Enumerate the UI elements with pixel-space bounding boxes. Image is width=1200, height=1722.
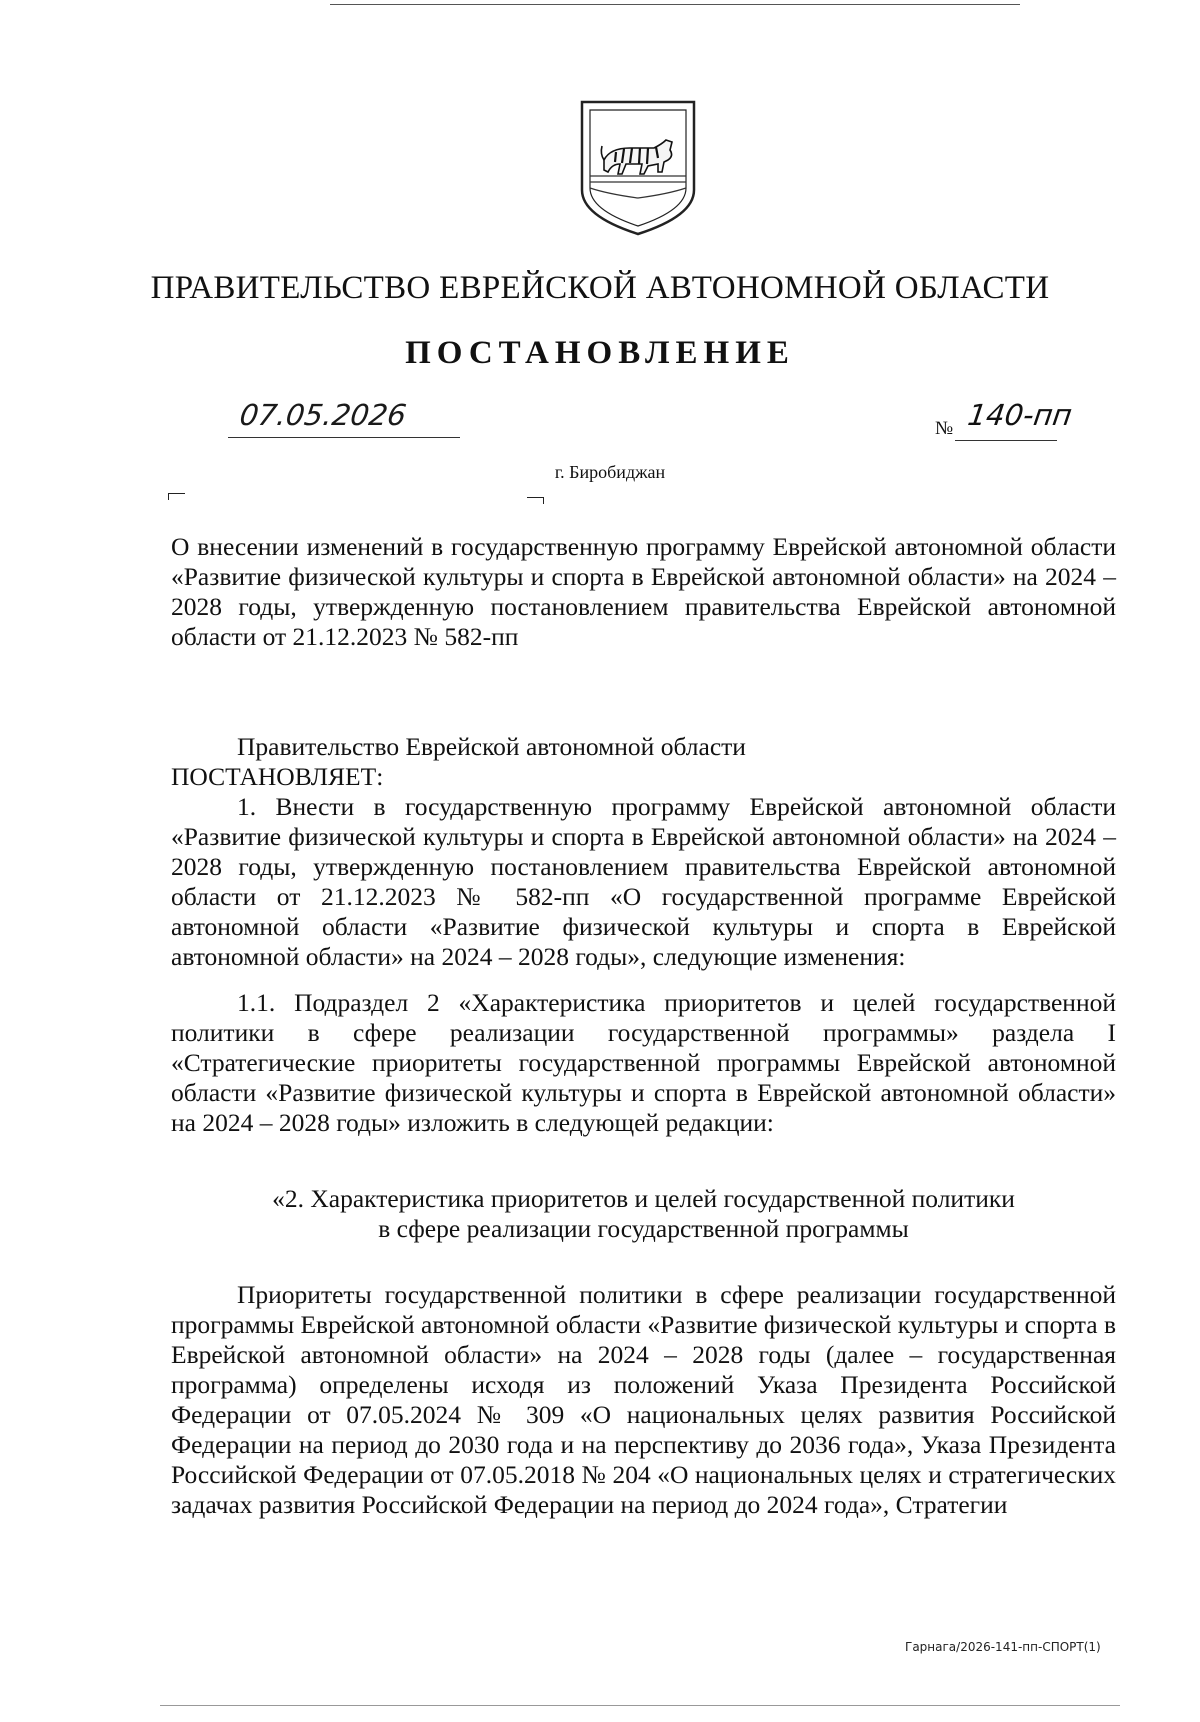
body-paragraph: Приоритеты государственной политики в сфере реализации государственной программы Еврейской автономной области «Развитие физической культуры и спорта в Еврейской автономной области» на 2024 – 2028 годы (далее – государственная программа) определены исходя из положений Указа Президента Российской Федерации от 07.05.2024 № 309 «О национальных целях развития Российской Федерации на период до 2030 года и на перспективу до 2036 года», Указа Президента Российской Федерации от 07.05.2018 № 204 «О национальных целях и стратегических задачах развития Российской Федерации на период до 2024 года», Стратегии xyxy=(171,1280,1116,1519)
date-underline xyxy=(228,437,460,438)
number-underline xyxy=(955,440,1057,441)
subject-corner-right xyxy=(527,497,544,504)
document-subject: О внесении изменений в государственную программу Еврейской автономной области «Развитие физической культуры и спорта в Еврейской автономной области» на 2024 – 2028 годы, утвержденную постановлением правительства Еврейской автономной области от 21.12.2023 № 582-пп xyxy=(171,532,1116,651)
number-sign: № xyxy=(935,418,954,439)
subject-corner-left xyxy=(168,493,185,500)
handwritten-date: 07.05.2026 xyxy=(237,398,409,432)
handwritten-number: 140-пп xyxy=(965,398,1075,432)
bottom-scan-rule xyxy=(160,1705,1120,1706)
document-code: Гарнага/2026-141-пп-СПОРТ(1) xyxy=(905,1640,1101,1654)
tiger-coat-of-arms-icon xyxy=(578,98,698,238)
document-type-title: ПОСТАНОВЛЕНИЕ xyxy=(405,335,795,371)
section-heading xyxy=(171,1184,1116,1244)
clause-1-1: 1.1. Подраздел 2 «Характеристика приоритетов и целей государственной политики в сфере реализации государственной программы» раздела I «Стратегические приоритеты государственной программы Еврейской автономной области «Развитие физической культуры и спорта в Еврейской автономной области» на 2024 – 2028 годы» изложить в следующей редакции: xyxy=(171,988,1116,1137)
top-scan-rule xyxy=(330,4,1020,5)
clause-1: 1. Внести в государственную программу Еврейской автономной области «Развитие физической культуры и спорта в Еврейской автономной области» на 2024 – 2028 годы, утвержденную постановлением правительства Еврейской автономной области от 21.12.2023 № 582-пп «О государственной программе Еврейской автономной области «Развитие физической культуры и спорта в Еврейской автономной области» на 2024 – 2028 годы», следующие изменения: xyxy=(171,792,1116,971)
section-heading-line-2: в сфере реализации государственной программы xyxy=(378,1214,909,1243)
section-heading-line-1: «2. Характеристика приоритетов и целей государственной политики xyxy=(272,1184,1015,1213)
preamble: Правительство Еврейской автономной области xyxy=(237,732,746,761)
city-name: г. Биробиджан xyxy=(554,462,666,482)
decree-word: ПОСТАНОВЛЯЕТ: xyxy=(171,762,384,791)
government-title: ПРАВИТЕЛЬСТВО ЕВРЕЙСКОЙ АВТОНОМНОЙ ОБЛАСТИ xyxy=(150,270,1050,306)
